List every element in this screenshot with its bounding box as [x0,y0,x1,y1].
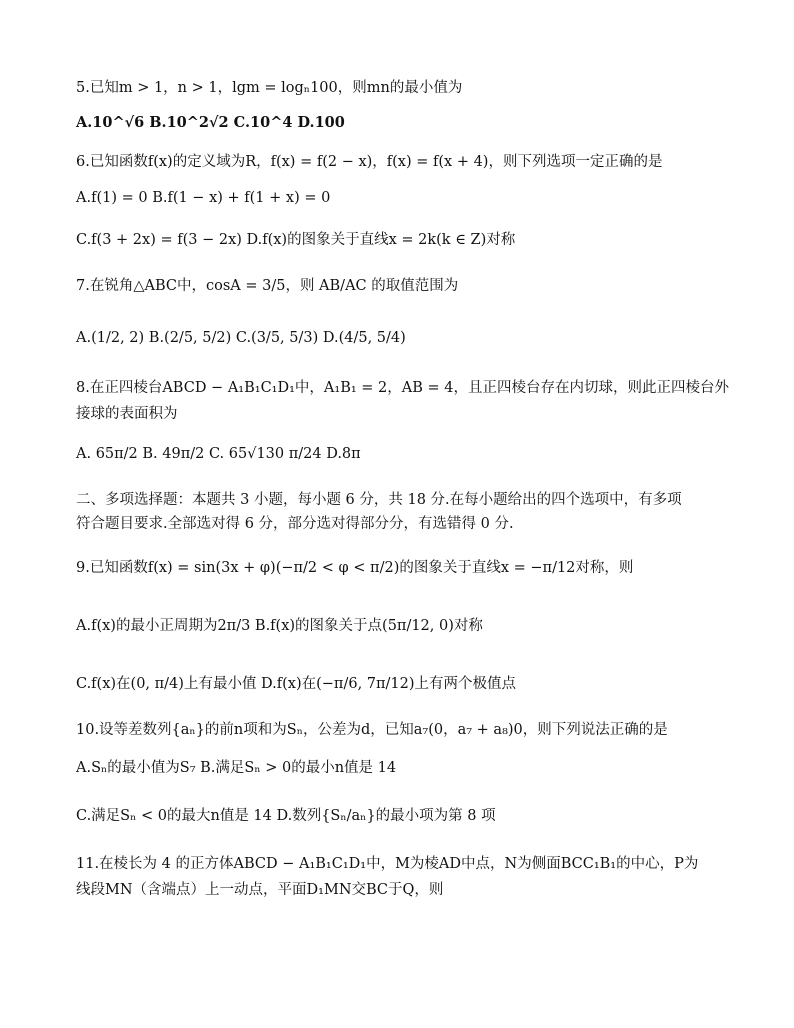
q9-stem-text: 9.已知函数f(x) = sin(3x + φ)(−π/2 < φ < π/2)的图象关于直线x = −π/12对称，则 [76,560,634,576]
q7-stem [76,274,754,295]
q7-options-text: A.(1/2, 2) B.(2/5, 5/2) C.(3/5, 5/3) D.(4/5, 5/4) [76,330,406,346]
q9-options-cd-text: C.f(x)在(0, π/4)上有最小值 D.f(x)在(−π/6, 7π/12)上有两个极值点 [76,676,517,692]
q8-options [76,446,754,462]
q6-stem [76,150,754,171]
q6-stem-text: 6.已知函数f(x)的定义域为R，f(x) = f(2 − x)，f(x) = f(x + 4)，则下列选项一定正确的是 [76,154,663,170]
q11-stem-line1-text: 11.在棱长为 4 的正方体ABCD − A₁B₁C₁D₁中，M为棱AD中点，N为侧面BCC₁B₁的中心，P为 [76,856,699,872]
q9-options-ab-text: A.f(x)的最小正周期为2π/3 B.f(x)的图象关于点(5π/12, 0)对称 [76,618,483,634]
q9-options-ab [76,614,754,635]
q8-stem-line1-text: 8.在正四棱台ABCD − A₁B₁C₁D₁中，A₁B₁ = 2，AB = 4，且正四棱台存在内切球，则此正四棱台外 [76,380,729,396]
q8-options-text: A. 65π/2 B. 49π/2 C. 65√130 π/24 D.8π [76,446,361,462]
q5-options-text: A.10^√6 B.10^2√2 C.10^4 D.100 [76,114,345,131]
q11-stem-line1 [76,852,754,873]
q10-options-cd [76,804,754,825]
section2-header-line1 [76,488,754,509]
q6-options-cd [76,228,754,249]
q9-stem [76,556,754,577]
q6-options-cd-text: C.f(3 + 2x) = f(3 − 2x) D.f(x)的图象关于直线x = 2k(k ∈ Z)对称 [76,232,516,248]
q8-stem-line2-text: 接球的表面积为 [76,406,178,422]
q10-options-ab [76,756,754,777]
q10-stem-text: 10.设等差数列{aₙ}的前n项和为Sₙ，公差为d，已知a₇(0，a₇ + a₈)0，则下列说法正确的是 [76,722,668,738]
section2-header-line1-text: 二、多项选择题：本题共 3 小题，每小题 6 分，共 18 分.在每小题给出的四个选项中，有多项 [76,492,682,508]
q9-options-cd [76,672,754,693]
q6-options-ab-text: A.f(1) = 0 B.f(1 − x) + f(1 + x) = 0 [76,190,331,206]
q5-stem [76,76,754,97]
q11-stem-line2-text: 线段MN（含端点）上一动点，平面D₁MN交BC于Q，则 [76,882,444,898]
q7-options [76,330,754,346]
q7-stem-text: 7.在锐角△ABC中，cosA = 3/5，则 AB/AC 的取值范围为 [76,278,459,294]
q5-stem-text: 5.已知m > 1，n > 1，lgm = logₙ100，则mn的最小值为 [76,80,463,96]
q10-options-cd-text: C.满足Sₙ < 0的最大n值是 14 D.数列{Sₙ/aₙ}的最小项为第 8 项 [76,808,496,824]
q8-stem-line1 [76,376,754,397]
q10-options-ab-text: A.Sₙ的最小值为S₇ B.满足Sₙ > 0的最小n值是 14 [76,760,397,776]
q10-stem [76,718,754,739]
section2-header-line2 [76,512,754,533]
section2-header-line2-text: 符合题目要求.全部选对得 6 分，部分选对得部分分，有选错得 0 分. [76,516,514,532]
q11-stem-line2 [76,878,754,899]
q6-options-ab [76,190,754,206]
q8-stem-line2 [76,402,754,423]
q5-options [76,114,754,131]
